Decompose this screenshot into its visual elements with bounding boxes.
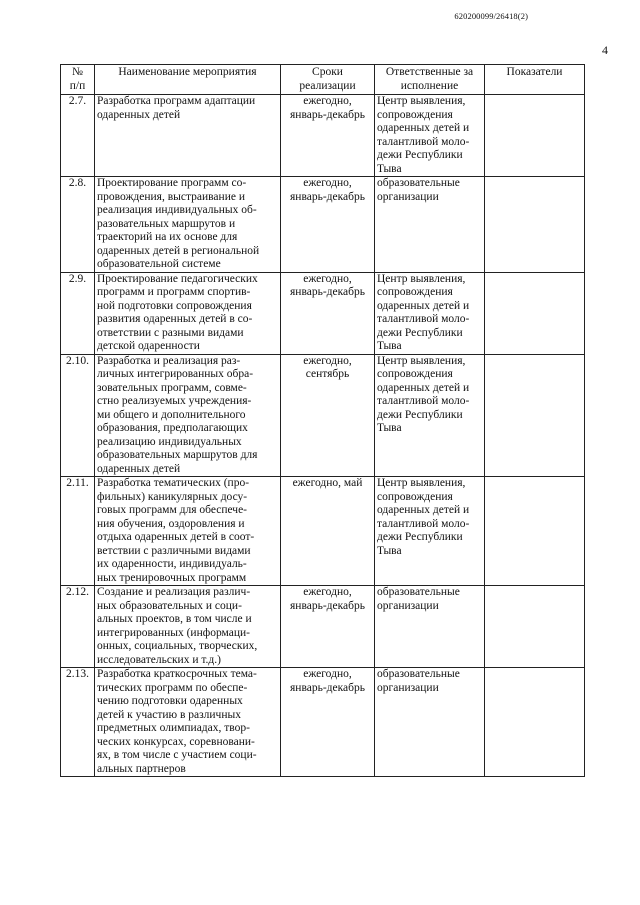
responsible-cell: Центр выявления, сопровождения одаренных детей и талантливой моло- дежи Республики Тыва <box>375 95 485 177</box>
column-header-deadline: Сроки реализации <box>281 65 375 95</box>
deadline-cell: ежегодно, январь-декабрь <box>281 177 375 273</box>
deadline-cell: ежегодно, январь-декабрь <box>281 95 375 177</box>
deadline-cell: ежегодно, сентябрь <box>281 354 375 477</box>
row-number-cell: 2.8. <box>61 177 95 273</box>
table-row <box>61 177 585 273</box>
table-header-row <box>61 65 585 95</box>
page-number: 4 <box>602 43 608 57</box>
indicators-cell <box>485 177 585 273</box>
row-number-cell: 2.10. <box>61 354 95 477</box>
table-row <box>61 586 585 668</box>
table-row <box>61 272 585 354</box>
activity-name-cell: Разработка и реализация раз- личных интегрированных обра- зовательных программ, совме- стно реализуемых учреждения- ми общего и дополнительного образования, предполагающих реализацию индивидуальных образовательных маршрутов для одаренных детей <box>95 354 281 477</box>
row-number-cell: 2.11. <box>61 477 95 586</box>
indicators-cell <box>485 95 585 177</box>
responsible-cell: образовательные организации <box>375 586 485 668</box>
column-header-responsible: Ответственные за исполнение <box>375 65 485 95</box>
deadline-cell: ежегодно, январь-декабрь <box>281 586 375 668</box>
responsible-cell: образовательные организации <box>375 668 485 777</box>
indicators-cell <box>485 586 585 668</box>
indicators-cell <box>485 272 585 354</box>
deadline-cell: ежегодно, май <box>281 477 375 586</box>
row-number-cell: 2.7. <box>61 95 95 177</box>
table-row <box>61 95 585 177</box>
column-header-indicators: Показатели <box>485 65 585 95</box>
document-id: 620200099/26418(2) <box>454 11 528 21</box>
table-body <box>61 95 585 777</box>
activity-name-cell: Создание и реализация различ- ных образовательных и соци- альных проектов, в том числе и интегрированных (информаци- онных, социальных, творческих, исследовательских и т.д.) <box>95 586 281 668</box>
row-number-cell: 2.12. <box>61 586 95 668</box>
responsible-cell: Центр выявления, сопровождения одаренных детей и талантливой моло- дежи Республики Тыва <box>375 272 485 354</box>
activity-name-cell: Разработка краткосрочных тема- тических программ по обеспе- чению подготовки одаренных детей к участию в различных предметных олимпиадах, твор- ческих конкурсах, соревновани- ях, в том числе с участием соци- альных партнеров <box>95 668 281 777</box>
indicators-cell <box>485 477 585 586</box>
activities-table <box>60 64 585 777</box>
activity-name-cell: Проектирование педагогических программ и программ спортив- ной подготовки сопровождения развития одаренных детей в со- ответствии с разными видами детской одаренности <box>95 272 281 354</box>
row-number-cell: 2.13. <box>61 668 95 777</box>
table-row <box>61 477 585 586</box>
responsible-cell: Центр выявления, сопровождения одаренных детей и талантливой моло- дежи Республики Тыва <box>375 477 485 586</box>
indicators-cell <box>485 668 585 777</box>
column-header-number: № п/п <box>61 65 95 95</box>
activity-name-cell: Проектирование программ со- провождения, выстраивание и реализация индивидуальных об- разовательных маршрутов и траекторий на их основе для одаренных детей в региональной образовательной системе <box>95 177 281 273</box>
table-row <box>61 354 585 477</box>
deadline-cell: ежегодно, январь-декабрь <box>281 272 375 354</box>
responsible-cell: Центр выявления, сопровождения одаренных детей и талантливой моло- дежи Республики Тыва <box>375 354 485 477</box>
responsible-cell: образовательные организации <box>375 177 485 273</box>
activity-name-cell: Разработка тематических (про- фильных) каникулярных досу- говых программ для обеспече- ния обучения, оздоровления и отдыха одаренных детей в соот- ветствии с различными видами их одаренности, индивидуаль- ных тренировочных программ <box>95 477 281 586</box>
activity-name-cell: Разработка программ адаптации одаренных детей <box>95 95 281 177</box>
row-number-cell: 2.9. <box>61 272 95 354</box>
column-header-name: Наименование мероприятия <box>95 65 281 95</box>
deadline-cell: ежегодно, январь-декабрь <box>281 668 375 777</box>
indicators-cell <box>485 354 585 477</box>
table-row <box>61 668 585 777</box>
